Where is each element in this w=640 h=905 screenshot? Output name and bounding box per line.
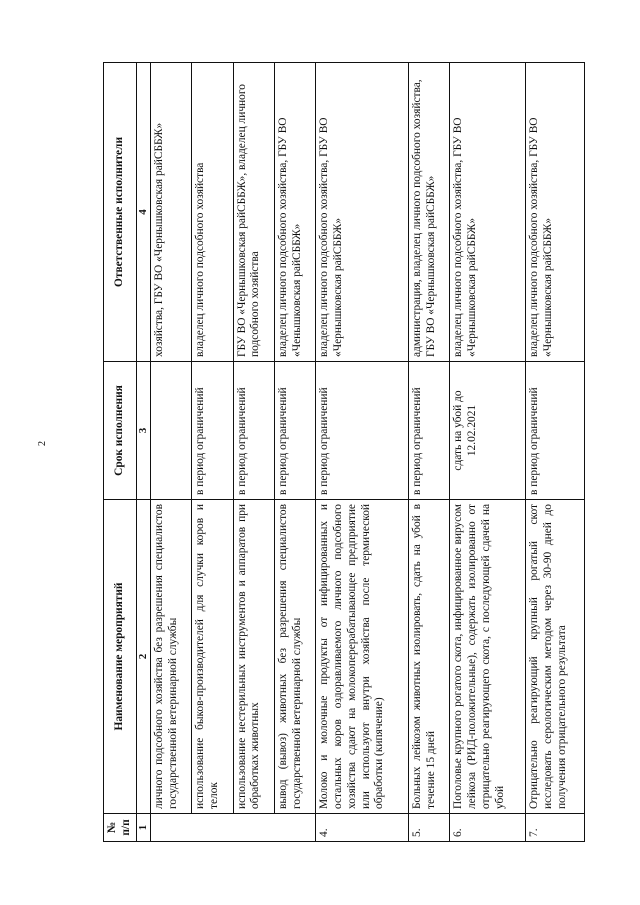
row-action: использование нестерильных инструментов и аппаратов при обработках животных — [233, 500, 274, 814]
header-responsible: Ответственные исполнители — [104, 63, 137, 362]
column-index: 3 — [136, 362, 150, 500]
row-responsible: ГБУ ВО «Чернышковская райСББЖ», владелец личного подсобного хозяйства — [233, 63, 274, 362]
row-number: 6. — [450, 814, 526, 842]
row-number: 7. — [526, 814, 585, 842]
row-responsible: владелец личного подсобного хозяйства — [192, 63, 233, 362]
table-row — [450, 63, 526, 842]
row-responsible: хозяйства, ГБУ ВО «Чернышковская райСББЖ» — [151, 63, 192, 362]
row-action: Отрицательно реагирующий крупный рогатый скот исследовать серологическим методом через 30-90 дней до получения отрицательного результата — [526, 500, 585, 814]
row-responsible: администрация, владелец личного подсобного хозяйства, ГБУ ВО «Чернышковская райСББЖ» — [409, 63, 450, 362]
row-action: Поголовье крупного рогатого скота, инфицированное вирусом лейкоза (РИД-положительные), содержать изолированно от отрицательно реагирующего скота, с последующей сдачей на убой — [450, 500, 526, 814]
table-row — [315, 63, 408, 842]
row-action: личного подсобного хозяйства без разрешения специалистов государственной ветеринарной службы — [151, 500, 192, 814]
table-row — [409, 63, 450, 842]
row-term: в период ограничений — [315, 362, 408, 500]
column-index: 1 — [136, 814, 150, 842]
column-index: 4 — [136, 63, 150, 362]
table-row — [233, 63, 274, 842]
row-responsible: владелец личного подсобного хозяйства, ГБУ ВО «Чернышковская райСББЖ» — [315, 63, 408, 362]
measures-table — [103, 62, 585, 842]
page-number: 2 — [37, 441, 48, 446]
table-row — [274, 63, 315, 842]
row-term: в период ограничений — [526, 362, 585, 500]
row-number: 5. — [409, 814, 450, 842]
table-row — [151, 63, 192, 842]
header-number: № п/п — [104, 814, 137, 842]
row-action: вывод (вывоз) животных без разрешения специалистов государственной ветеринарной службы — [274, 500, 315, 814]
row-responsible: владелец личного подсобного хозяйства, ГБУ ВО «Ченышковская райСББЖ» — [274, 63, 315, 362]
row-term: сдать на убой до 12.02.2021 — [450, 362, 526, 500]
row-number — [151, 814, 316, 842]
row-term: в период ограничений — [233, 362, 274, 500]
rotated-page — [103, 62, 585, 842]
row-action: Молоко и молочные продукты от инфицированных и остальных коров оздоравливаемого личного подсобного хозяйства сдают на молокоперерабатывающее предприятие или используют внутри хозяйства после термической обработки (кипячение) — [315, 500, 408, 814]
row-action: Больных лейкозом животных изолировать, сдать на убой в течение 15 дней — [409, 500, 450, 814]
column-index-row — [136, 63, 150, 842]
table-row — [192, 63, 233, 842]
row-term: в период ограничений — [192, 362, 233, 500]
row-responsible: владелец личного подсобного хозяйства, ГБУ ВО «Чернышковская райСББЖ» — [526, 63, 585, 362]
row-action: использование быков-производителей для случки коров и телок — [192, 500, 233, 814]
column-index: 2 — [136, 500, 150, 814]
header-term: Срок исполнения — [104, 362, 137, 500]
header-row — [104, 63, 137, 842]
table-row — [526, 63, 585, 842]
row-number: 4. — [315, 814, 408, 842]
row-term: в период ограничений — [409, 362, 450, 500]
row-responsible: владелец личного подсобного хозяйства, ГБУ ВО «Чернышковская райСББЖ» — [450, 63, 526, 362]
header-action: Наименование мероприятий — [104, 500, 137, 814]
row-term: в период ограничений — [274, 362, 315, 500]
row-term — [151, 362, 192, 500]
